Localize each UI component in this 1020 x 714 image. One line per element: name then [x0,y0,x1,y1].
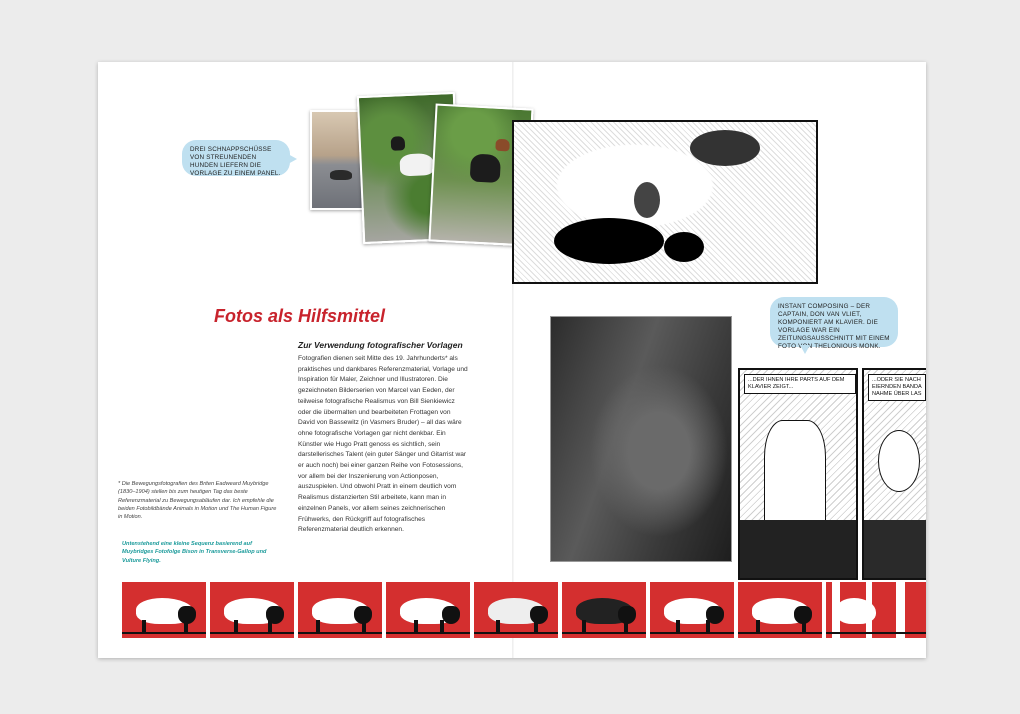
monk-reference-photo [550,316,732,562]
bison-frame-3 [298,582,382,638]
speech-bubble-monk-text: INSTANT COMPOSING – DER CAPTAIN, DON VAN VLIET, KOMPONIERT AM KLAVIER. DIE VORLAGE WAR EIN ZEITUNGSAUSSCHNITT MIT EINEM FOTO VON THELONIOUS MONK. [778,303,890,350]
bison-frame-2 [210,582,294,638]
comic-panel-piano-a [738,368,858,580]
bison-frame-9 [826,582,926,638]
speech-bubble-dogs [182,140,290,176]
magazine-spread [98,62,926,658]
article-body: Fotografien dienen seit Mitte des 19. Jahrhunderts* als praktisches und dankbares Referenzmaterial, Vorlage und Inspiration für Maler, Zeichner und Illustratoren. Die gezeichneten Bilderserien von Marcel van Eeden, der teilweise fotografische Realismus von Bill Sienkiewicz oder die übermalten und bearbeiteten Frottagen von David von Bassewitz (in Vasmers Bruder) – all das wäre ohne fotografische Vorlagen gar nicht denkbar. Ein Künstler wie Hugo Pratt genoss es sichtlich, sein darstellerisches Talent (ein guter Sänger und Gitarrist war er auch noch) bei einer ganzen Reihe von Fotosessions, vor allem bei der Inszenierung von Actionposen, auszuspielen. Und obwohl Pratt in einem deutlich vom Realismus distanzierten Stil arbeitete, kann man in einzelnen Panels, vor allem seines zeichnerischen Frühwerks, den Rückgriff auf fotografisches Referenzmaterial deutlich erkennen. [298,355,468,534]
article-headline: Fotos als Hilfsmittel [214,306,386,326]
comic-caption-a: ...DER IHNEN IHRE PARTS AUF DEM KLAVIER ZEIGT... [744,374,856,394]
comic-panel-dogs [512,120,818,284]
comic-caption-b: ...ODER SIE NACH EIERNDEN BANDA NAHME ÜBER LAS [868,374,926,401]
speech-bubble-monk [770,297,898,350]
bison-frame-4 [386,582,470,638]
muybridge-bison-strip [122,582,926,638]
bison-frame-7 [650,582,734,638]
bison-frame-5 [474,582,558,638]
bison-frame-6 [562,582,646,638]
strip-caption: Untenstehend eine kleine Sequenz basierend auf Muybridges Fotofolge Bison in Transverse-Gallop und Vulture Flying. [122,541,267,564]
footnote: * Die Bewegungsfotografien des Briten Eadweard Muybridge (1830–1904) stellen bis zum heutigen Tag das beste Referenzmaterial zu Bewegungsabläufen dar. Ich empfehle die beiden Fotobildbände Animals in Motion und The Human Figure in Motion. [118,481,277,521]
comic-panel-piano-b [862,368,926,580]
bison-frame-1 [122,582,206,638]
bison-frame-8 [738,582,822,638]
speech-bubble-dogs-text: DREI SCHNAPPSCHÜSSE VON STREUNENDEN HUNDEN LIEFERN DIE VORLAGE ZU EINEM PANEL. [190,146,281,177]
article-subhead: Zur Verwendung fotografischer Vorlagen [298,340,463,350]
